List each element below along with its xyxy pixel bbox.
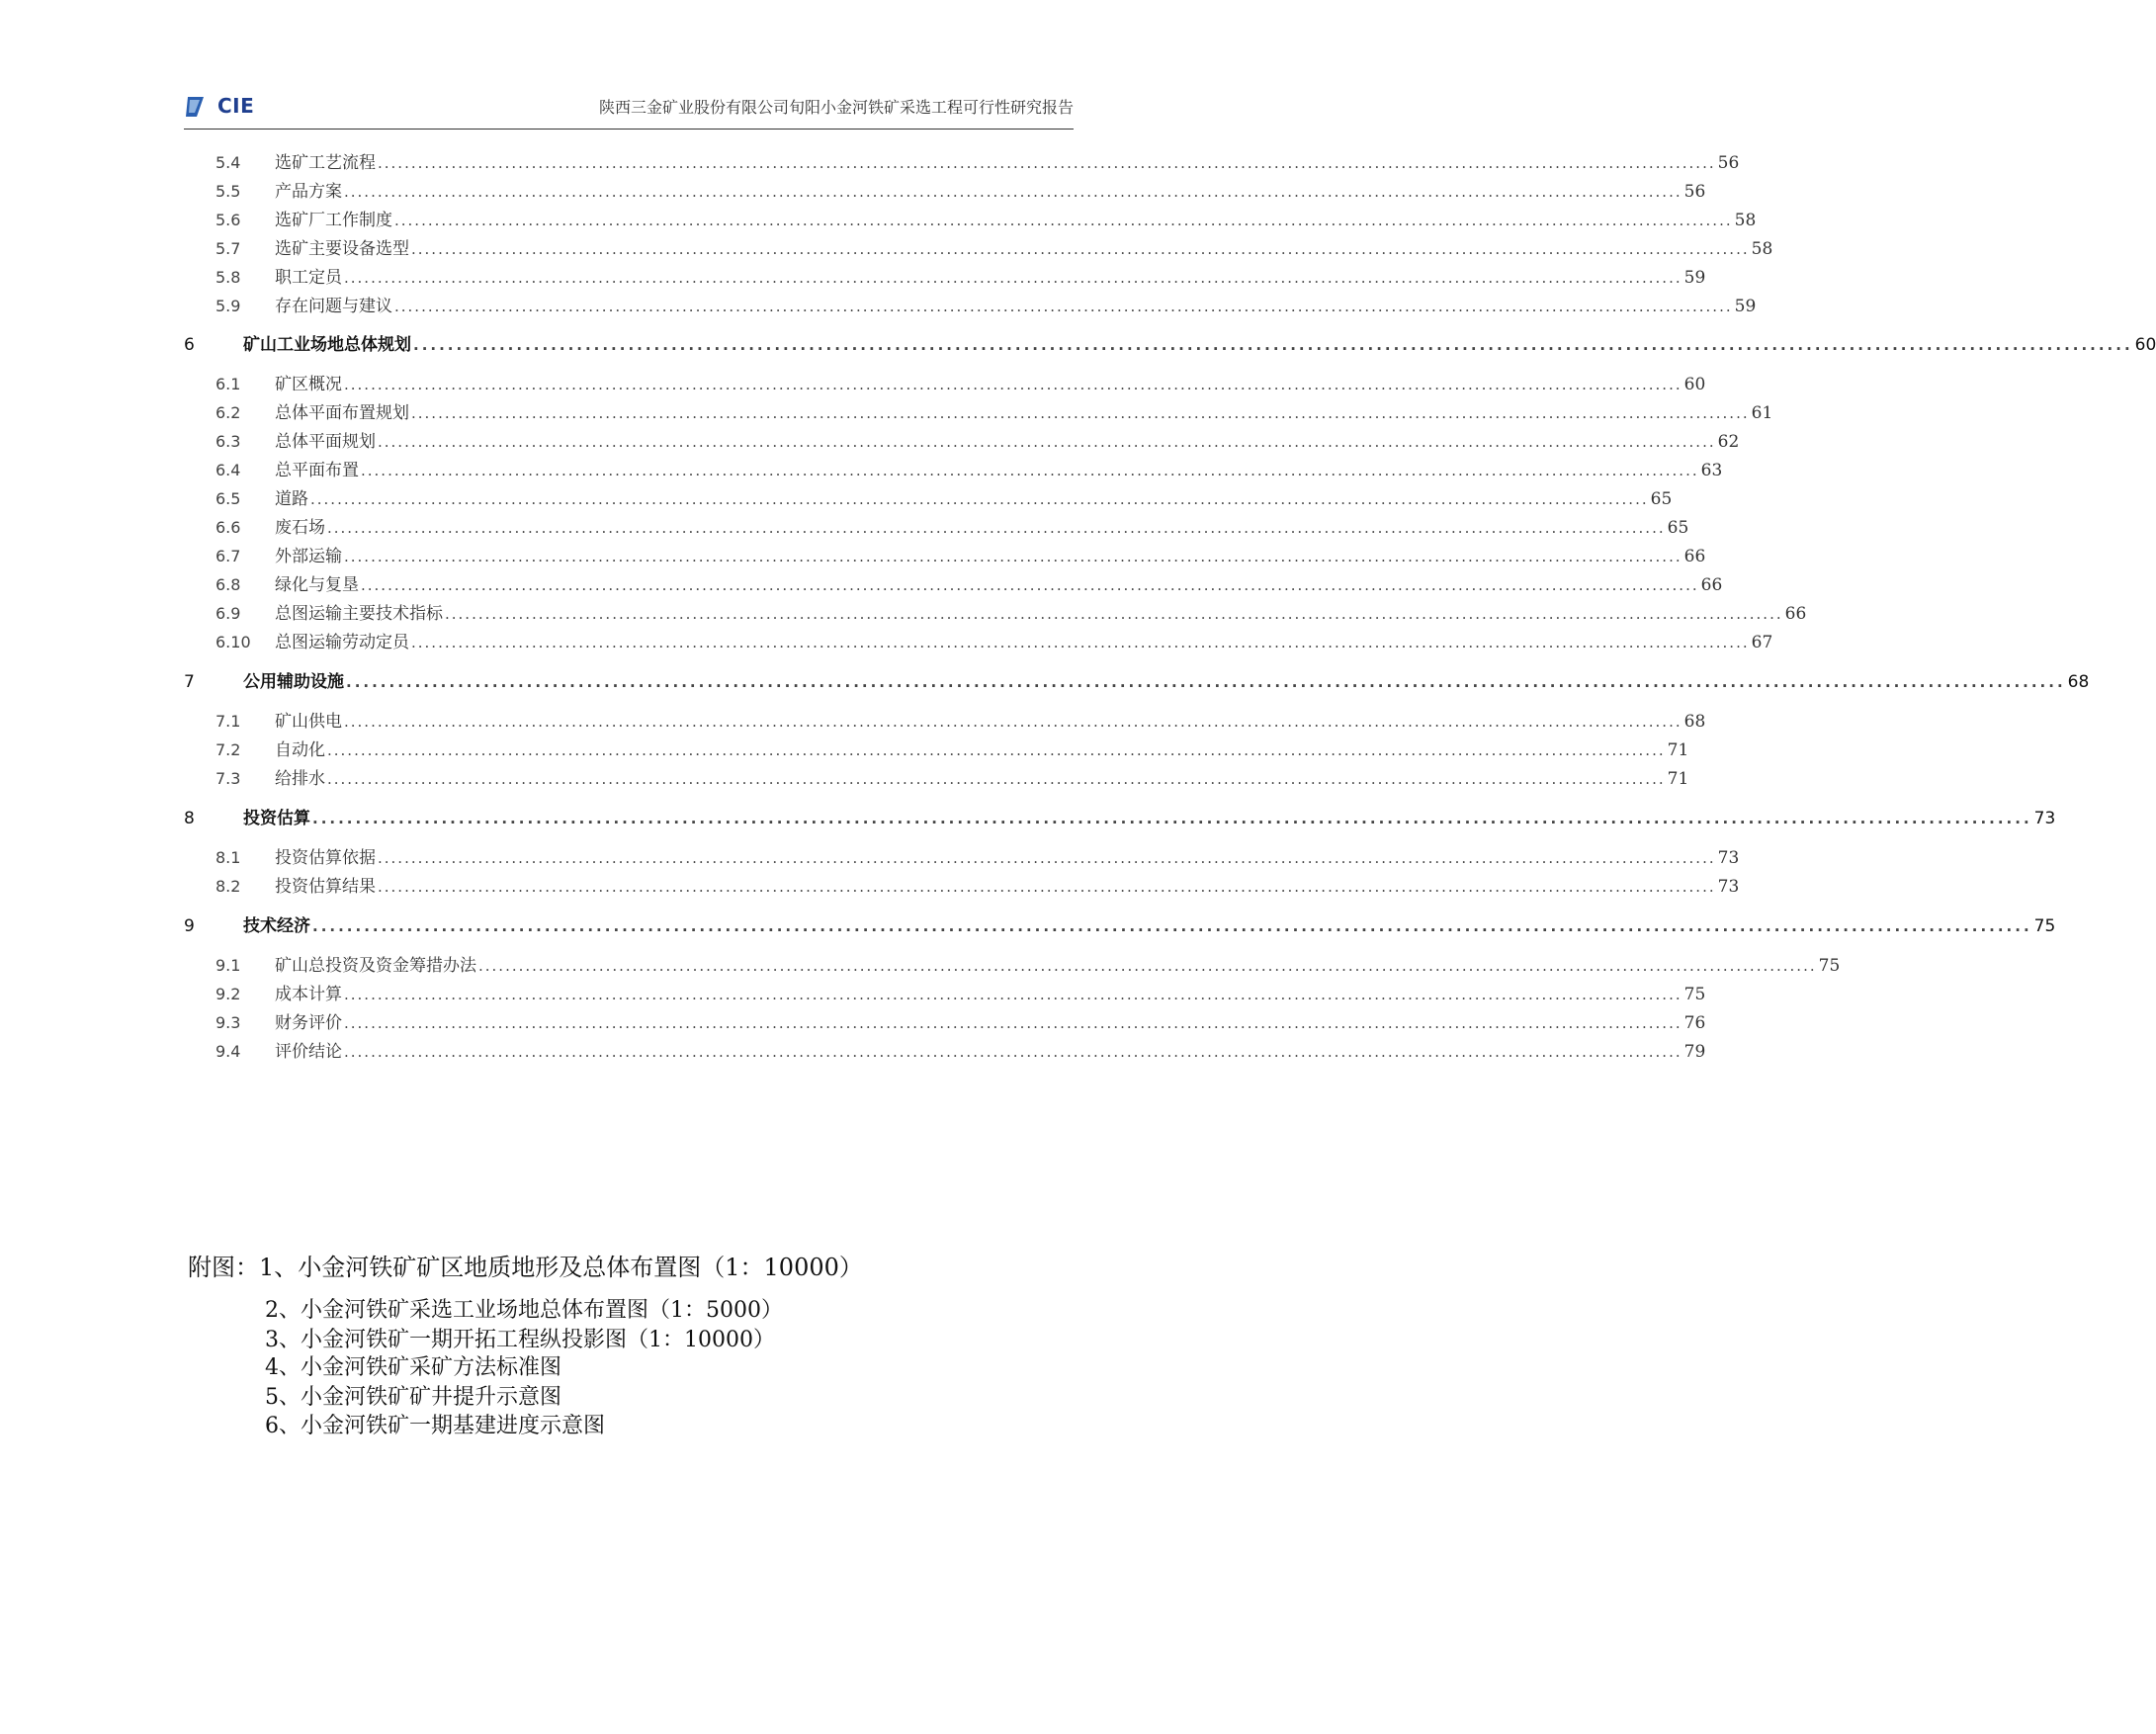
toc-label: 评价结论	[275, 1042, 342, 1062]
toc-label: 矿山总投资及资金筹措办法	[275, 956, 476, 976]
toc-page-number: 79	[1683, 1042, 1706, 1062]
toc-label: 投资估算	[243, 809, 310, 828]
toc-label: 财务评价	[275, 1013, 342, 1033]
toc-label: 职工定员	[275, 268, 342, 288]
toc-section-entry[interactable]	[184, 872, 1740, 898]
toc-page-number: 56	[1683, 182, 1706, 202]
toc-section-entry[interactable]	[184, 234, 1773, 260]
toc-label: 投资估算结果	[275, 877, 376, 897]
toc-leader-dots: ........................................................................................................................................................................................................	[344, 183, 1682, 201]
toc-label: 公用辅助设施	[243, 672, 344, 692]
toc-page-number: 67	[1751, 633, 1773, 652]
toc-leader-dots: ........................................................................................................................................................................................................	[344, 986, 1682, 1003]
appendix-item: 2、小金河铁矿采选工业场地总体布置图（1：5000）	[265, 1298, 783, 1323]
toc-section-entry[interactable]	[184, 206, 1757, 231]
toc-page-number: 59	[1734, 297, 1757, 316]
toc-section-entry[interactable]	[184, 628, 1773, 653]
toc-leader-dots: ........................................................................................................................................................................................................	[378, 154, 1716, 172]
toc-number: 7.2	[216, 740, 241, 759]
toc-leader-dots: ........................................................................................................................................................................................................	[361, 576, 1699, 594]
toc-label: 总平面布置	[275, 461, 359, 480]
toc-leader-dots: ........................................................................................................................................................................................................	[394, 212, 1733, 229]
toc-leader-dots: ........................................................................................................................................................................................................	[413, 336, 2133, 354]
toc-label: 给排水	[275, 769, 325, 789]
toc-page-number: 75	[1818, 956, 1841, 976]
toc-leader-dots: ........................................................................................................................................................................................................	[327, 770, 1666, 788]
toc-leader-dots: ........................................................................................................................................................................................................	[344, 1043, 1682, 1061]
toc-section-entry[interactable]	[184, 599, 1807, 625]
page-header	[184, 85, 1074, 130]
toc-leader-dots: ........................................................................................................................................................................................................	[411, 240, 1750, 258]
toc-section-entry[interactable]	[184, 513, 1689, 539]
toc-label: 总图运输劳动定员	[275, 633, 409, 652]
toc-number: 8.2	[216, 877, 241, 896]
toc-leader-dots: ........................................................................................................................................................................................................	[378, 849, 1716, 867]
toc-page-number: 73	[2033, 809, 2056, 828]
toc-leader-dots: ........................................................................................................................................................................................................	[344, 548, 1682, 565]
toc-section-entry[interactable]	[184, 177, 1706, 203]
toc-number: 5.5	[216, 182, 241, 201]
appendix-title: 附图：1、小金河铁矿矿区地质地形及总体布置图（1：10000）	[188, 1254, 863, 1281]
toc-section-entry[interactable]	[184, 707, 1706, 733]
toc-label: 总图运输主要技术指标	[275, 604, 443, 624]
toc-label: 选矿厂工作制度	[275, 211, 392, 230]
toc-page-number: 58	[1734, 211, 1757, 230]
toc-number: 6.9	[216, 604, 241, 623]
toc-page-number: 61	[1751, 403, 1773, 423]
toc-section-entry[interactable]	[184, 263, 1706, 289]
toc-number: 9.2	[216, 985, 241, 1003]
toc-page-number: 76	[1683, 1013, 1706, 1033]
toc-label: 废石场	[275, 518, 325, 538]
toc-label: 道路	[275, 489, 308, 509]
toc-leader-dots: ........................................................................................................................................................................................................	[361, 462, 1699, 479]
toc-page-number: 68	[1683, 712, 1706, 732]
toc-leader-dots: ........................................................................................................................................................................................................	[327, 741, 1666, 759]
toc-chapter-entry[interactable]	[184, 667, 2090, 693]
toc-number: 6.10	[216, 633, 251, 651]
toc-leader-dots: ........................................................................................................................................................................................................	[344, 376, 1682, 393]
toc-leader-dots: ........................................................................................................................................................................................................	[312, 810, 2032, 827]
toc-label: 绿化与复垦	[275, 575, 359, 595]
toc-number: 5.9	[216, 297, 241, 315]
toc-number: 8.1	[216, 848, 241, 867]
toc-page-number: 75	[1683, 985, 1706, 1004]
toc-number: 5.7	[216, 239, 241, 258]
toc-label: 投资估算依据	[275, 848, 376, 868]
toc-number: 8	[184, 809, 195, 828]
toc-page-number: 56	[1717, 153, 1740, 173]
toc-number: 6.5	[216, 489, 241, 508]
toc-leader-dots: ........................................................................................................................................................................................................	[344, 269, 1682, 287]
logo-icon	[184, 91, 214, 121]
toc-section-entry[interactable]	[184, 843, 1740, 869]
toc-number: 6.7	[216, 547, 241, 565]
toc-section-entry[interactable]	[184, 398, 1773, 424]
toc-number: 6.3	[216, 432, 241, 451]
toc-number: 6.4	[216, 461, 241, 479]
toc-label: 存在问题与建议	[275, 297, 392, 316]
toc-page-number: 65	[1667, 518, 1689, 538]
document-title: 陕西三金矿业股份有限公司旬阳小金河铁矿采选工程可行性研究报告	[598, 98, 1074, 117]
toc-page-number: 66	[1784, 604, 1807, 624]
toc-section-entry[interactable]	[184, 484, 1673, 510]
toc-number: 6	[184, 335, 195, 355]
toc-leader-dots: ........................................................................................................................................................................................................	[346, 673, 2066, 691]
appendix-item: 6、小金河铁矿一期基建进度示意图	[265, 1414, 605, 1438]
toc-section-entry[interactable]	[184, 951, 1841, 977]
toc-label: 总体平面规划	[275, 432, 376, 452]
toc-page-number: 59	[1683, 268, 1706, 288]
toc-label: 总体平面布置规划	[275, 403, 409, 423]
toc-leader-dots: ........................................................................................................................................................................................................	[310, 490, 1649, 508]
toc-number: 9.3	[216, 1013, 241, 1032]
logo-text: CIE	[217, 94, 255, 118]
toc-chapter-entry[interactable]	[184, 804, 2056, 829]
toc-number: 7	[184, 672, 195, 692]
toc-leader-dots: ........................................................................................................................................................................................................	[411, 404, 1750, 422]
toc-section-entry[interactable]	[184, 370, 1706, 395]
toc-leader-dots: ........................................................................................................................................................................................................	[378, 433, 1716, 451]
toc-leader-dots: ........................................................................................................................................................................................................	[344, 1014, 1682, 1032]
toc-page-number: 58	[1751, 239, 1773, 259]
toc-leader-dots: ........................................................................................................................................................................................................	[312, 917, 2032, 935]
toc-page-number: 60	[2134, 335, 2156, 355]
toc-leader-dots: ........................................................................................................................................................................................................	[344, 713, 1682, 731]
toc-leader-dots: ........................................................................................................................................................................................................	[411, 634, 1750, 651]
toc-chapter-entry[interactable]	[184, 911, 2056, 937]
toc-leader-dots: ........................................................................................................................................................................................................	[378, 878, 1716, 896]
toc-leader-dots: ........................................................................................................................................................................................................	[445, 605, 1783, 623]
toc-chapter-entry[interactable]	[184, 330, 2156, 356]
toc-number: 7.1	[216, 712, 241, 731]
toc-label: 产品方案	[275, 182, 342, 202]
toc-number: 9.1	[216, 956, 241, 975]
toc-section-entry[interactable]	[184, 427, 1740, 453]
toc-number: 6.2	[216, 403, 241, 422]
toc-section-entry[interactable]	[184, 980, 1706, 1005]
toc-page-number: 73	[1717, 877, 1740, 897]
toc-page-number: 75	[2033, 916, 2056, 936]
toc-number: 6.6	[216, 518, 241, 537]
toc-number: 5.8	[216, 268, 241, 287]
toc-section-entry[interactable]	[184, 542, 1706, 567]
toc-page-number: 73	[1717, 848, 1740, 868]
toc-label: 外部运输	[275, 547, 342, 566]
appendix-item: 4、小金河铁矿采矿方法标准图	[265, 1355, 561, 1380]
toc-page-number: 66	[1700, 575, 1723, 595]
toc-number: 7.3	[216, 769, 241, 788]
toc-number: 9.4	[216, 1042, 241, 1061]
appendix-item: 3、小金河铁矿一期开拓工程纵投影图（1：10000）	[265, 1328, 775, 1352]
toc-section-entry[interactable]	[184, 736, 1689, 761]
toc-number: 5.4	[216, 153, 241, 172]
toc-label: 矿区概况	[275, 375, 342, 394]
toc-leader-dots: ........................................................................................................................................................................................................	[327, 519, 1666, 537]
toc-section-entry[interactable]	[184, 148, 1740, 174]
toc-label: 选矿主要设备选型	[275, 239, 409, 259]
toc-section-entry[interactable]	[184, 764, 1689, 790]
toc-label: 技术经济	[243, 916, 310, 936]
toc-section-entry[interactable]	[184, 456, 1723, 481]
toc-label: 矿山供电	[275, 712, 342, 732]
toc-page-number: 71	[1667, 740, 1689, 760]
toc-number: 6.1	[216, 375, 241, 393]
toc-page-number: 66	[1683, 547, 1706, 566]
toc-leader-dots: ........................................................................................................................................................................................................	[478, 957, 1817, 975]
toc-page-number: 68	[2067, 672, 2090, 692]
toc-page-number: 71	[1667, 769, 1689, 789]
toc-label: 选矿工艺流程	[275, 153, 376, 173]
toc-label: 成本计算	[275, 985, 342, 1004]
toc-page-number: 60	[1683, 375, 1706, 394]
toc-page-number: 65	[1650, 489, 1673, 509]
toc-number: 9	[184, 916, 195, 936]
toc-number: 6.8	[216, 575, 241, 594]
toc-label: 矿山工业场地总体规划	[243, 335, 411, 355]
cie-logo	[184, 89, 254, 123]
toc-section-entry[interactable]	[184, 1037, 1706, 1063]
toc-page-number: 63	[1700, 461, 1723, 480]
toc-label: 自动化	[275, 740, 325, 760]
toc-section-entry[interactable]	[184, 1008, 1706, 1034]
toc-section-entry[interactable]	[184, 292, 1757, 317]
toc-number: 5.6	[216, 211, 241, 229]
toc-page-number: 62	[1717, 432, 1740, 452]
toc-leader-dots: ........................................................................................................................................................................................................	[394, 298, 1733, 315]
appendix-item: 5、小金河铁矿矿井提升示意图	[265, 1385, 561, 1410]
toc-section-entry[interactable]	[184, 570, 1723, 596]
